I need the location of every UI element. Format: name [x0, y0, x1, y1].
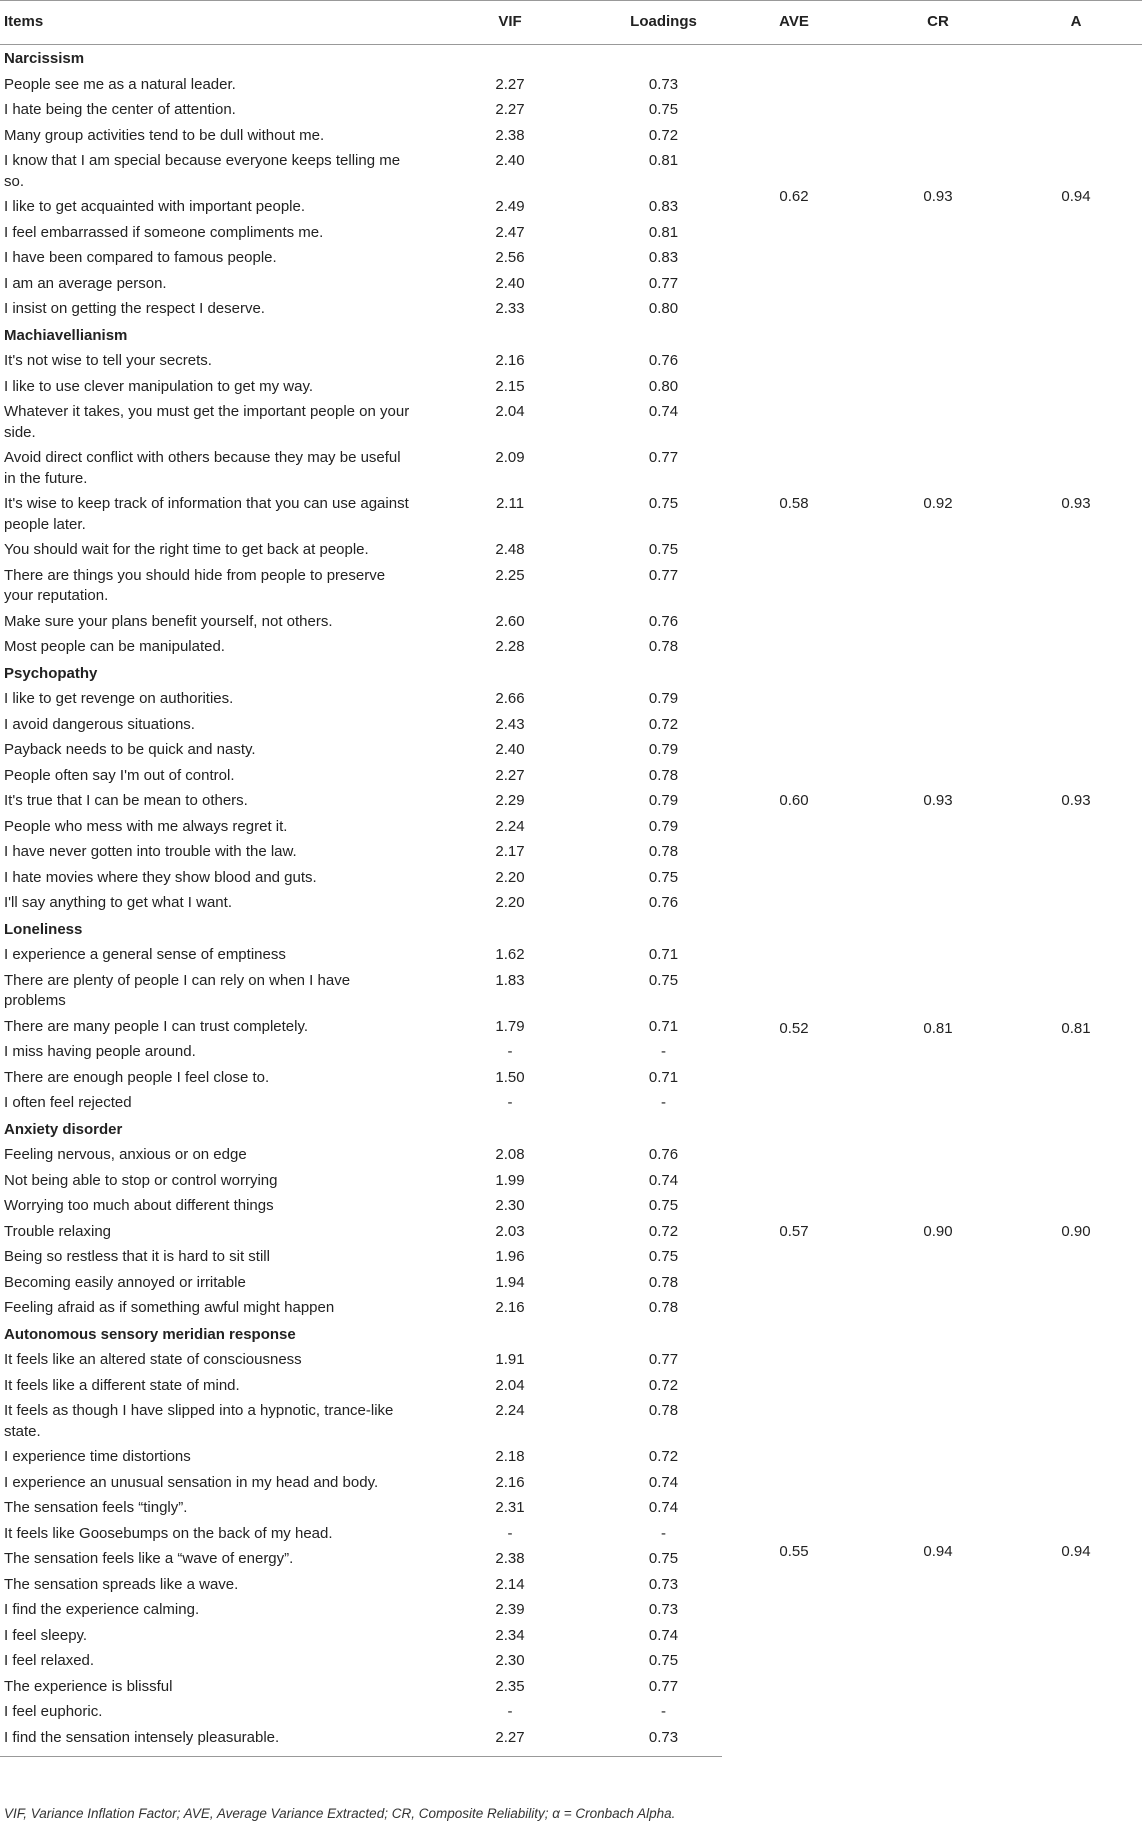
loading-cell: 0.75	[648, 1550, 679, 1567]
cr-cell: 0.90	[923, 1222, 953, 1240]
item-cell: Whatever it takes, you must get the important people on your side.	[4, 403, 410, 441]
vif-cell: -	[507, 1703, 513, 1720]
loading-cell: -	[661, 1703, 666, 1720]
loading-cell: 0.77	[648, 566, 679, 584]
item-cell: I have never gotten into trouble with the law.	[4, 843, 297, 860]
header-row	[0, 1, 1142, 45]
section-title: Psychopathy	[4, 664, 98, 682]
loading-cell: 0.72	[648, 1376, 679, 1394]
loading-cell: 0.72	[648, 1448, 679, 1465]
vif-cell: 2.48	[495, 541, 525, 558]
loading-cell: 0.74	[648, 1626, 679, 1644]
item-cell: I find the sensation intensely pleasurable.	[0, 1725, 415, 1757]
vif-cell: 2.03	[495, 1222, 525, 1240]
item-cell: I feel embarrassed if someone compliments me.	[4, 223, 324, 241]
item-cell: Make sure your plans benefit yourself, not others.	[4, 612, 333, 630]
item-cell: I like to use clever manipulation to get my way.	[4, 377, 314, 395]
alpha-cell: 0.93	[1061, 792, 1091, 809]
item-cell: I find the experience calming.	[4, 1601, 200, 1618]
item-cell: People often say I'm out of control.	[4, 766, 235, 784]
loading-cell: -	[661, 1043, 666, 1060]
loading-cell: 0.74	[648, 1473, 679, 1491]
item-cell: I avoid dangerous situations.	[4, 715, 195, 733]
vif-cell: 2.49	[495, 198, 525, 215]
vif-cell: 1.99	[495, 1171, 525, 1189]
vif-cell: 2.27	[415, 1725, 605, 1757]
loading-cell: 0.77	[648, 274, 679, 292]
item-cell: There are enough people I feel close to.	[4, 1068, 270, 1086]
section-header-row	[0, 45, 1142, 72]
vif-cell: 2.27	[495, 766, 525, 784]
item-cell: There are many people I can trust completely.	[4, 1017, 309, 1035]
item-cell: The experience is blissful	[4, 1677, 173, 1695]
vif-cell: 1.91	[495, 1351, 525, 1368]
loading-cell: 0.74	[648, 403, 679, 420]
loading-cell: 0.79	[648, 690, 679, 707]
vif-cell: 2.39	[495, 1601, 525, 1618]
vif-cell: 2.16	[495, 1299, 525, 1316]
vif-cell: 2.20	[495, 894, 525, 911]
vif-cell: 2.40	[495, 152, 525, 169]
item-cell: I'll say anything to get what I want.	[4, 894, 232, 911]
loading-cell: 0.75	[648, 495, 679, 512]
loading-cell: 0.75	[648, 1197, 679, 1214]
loading-cell: -	[661, 1524, 666, 1542]
item-cell: I feel euphoric.	[4, 1703, 103, 1720]
vif-cell: 2.14	[495, 1575, 525, 1593]
vif-cell: 1.94	[495, 1273, 525, 1291]
loading-cell: 0.83	[648, 249, 679, 266]
vif-cell: 2.27	[495, 101, 525, 118]
item-cell: I am an average person.	[4, 274, 167, 292]
loading-cell: 0.71	[648, 946, 679, 963]
loading-cell: 0.71	[648, 1017, 679, 1035]
loading-cell: 0.75	[648, 101, 679, 118]
item-cell: It's wise to keep track of information that you can use against people later.	[4, 495, 409, 533]
vif-cell: 2.38	[495, 1550, 525, 1567]
loading-cell: 0.73	[648, 1601, 679, 1618]
cr-cell: 0.94	[923, 1543, 953, 1560]
loading-cell: 0.79	[648, 792, 679, 809]
item-cell: Worrying too much about different things	[4, 1197, 274, 1214]
item-cell: Being so restless that it is hard to sit still	[4, 1248, 270, 1265]
loading-cell: 0.71	[648, 1068, 679, 1086]
vif-cell: 2.15	[495, 377, 525, 395]
ave-cell: 0.55	[779, 1543, 809, 1560]
vif-cell: 1.96	[495, 1248, 525, 1265]
loading-cell: 0.74	[648, 1499, 679, 1516]
vif-cell: 2.20	[495, 868, 525, 886]
loading-cell: 0.75	[648, 1652, 679, 1669]
ave-cell: 0.58	[779, 495, 809, 512]
vif-cell: 1.83	[495, 971, 525, 989]
vif-cell: -	[507, 1043, 513, 1060]
table-row	[0, 72, 1142, 98]
item-cell: The sensation feels like a “wave of energy”.	[4, 1550, 294, 1567]
item-cell: People who mess with me always regret it.	[4, 817, 288, 835]
table-footnote: VIF, Variance Inflation Factor; AVE, Average Variance Extracted; CR, Composite Reliability; α = Cronbach Alpha.	[4, 1806, 676, 1821]
loading-cell: 0.76	[648, 1146, 679, 1163]
item-cell: It feels like Goosebumps on the back of my head.	[4, 1524, 333, 1542]
loading-cell: 0.72	[648, 1222, 679, 1240]
loading-cell: 0.73	[648, 1575, 679, 1593]
item-cell: There are things you should hide from people to preserve your reputation.	[4, 566, 386, 604]
item-cell: There are plenty of people I can rely on when I have problems	[4, 971, 351, 1009]
table-header	[0, 1, 1142, 45]
vif-cell: 1.62	[495, 946, 525, 963]
loading-cell: 0.77	[648, 1677, 679, 1695]
section-title: Autonomous sensory meridian response	[4, 1325, 296, 1343]
vif-cell: 2.11	[495, 495, 525, 512]
alpha-cell: 0.93	[1061, 495, 1091, 512]
section-title: Anxiety disorder	[4, 1120, 123, 1138]
table-row	[0, 1142, 1142, 1168]
item-cell: Many group activities tend to be dull without me.	[4, 126, 325, 144]
vif-cell: 2.40	[495, 741, 525, 758]
item-cell: It feels like a different state of mind.	[4, 1376, 240, 1394]
item-cell: I like to get acquainted with important people.	[4, 198, 306, 215]
loading-cell: 0.75	[648, 868, 679, 886]
vif-cell: 2.28	[495, 638, 525, 655]
loading-cell: 0.81	[648, 152, 679, 169]
section-header-row	[0, 1321, 1142, 1348]
ave-cell: 0.62	[779, 187, 809, 205]
item-cell: People see me as a natural leader.	[4, 75, 236, 93]
item-cell: The sensation spreads like a wave.	[4, 1575, 239, 1593]
vif-cell: -	[507, 1094, 513, 1111]
vif-cell: 2.24	[495, 817, 525, 835]
vif-cell: 2.60	[495, 612, 525, 630]
loading-cell: 0.73	[605, 1725, 722, 1757]
alpha-cell: 0.94	[1061, 187, 1091, 205]
vif-cell: 2.17	[495, 843, 525, 860]
vif-cell: 2.56	[495, 249, 525, 266]
loading-cell: 0.77	[648, 1351, 679, 1368]
vif-cell: 2.04	[495, 1376, 525, 1394]
loading-cell: -	[661, 1094, 666, 1111]
loading-cell: 0.74	[648, 1171, 679, 1189]
item-cell: I feel relaxed.	[4, 1652, 95, 1669]
vif-cell: 2.18	[495, 1448, 525, 1465]
ave-cell: 0.57	[779, 1222, 809, 1240]
item-cell: It feels like an altered state of consciousness	[4, 1351, 302, 1368]
item-cell: Avoid direct conflict with others because they may be useful in the future.	[4, 449, 401, 487]
vif-cell: 2.40	[495, 274, 525, 292]
item-cell: Trouble relaxing	[4, 1222, 111, 1240]
item-cell: I insist on getting the respect I deserve.	[4, 300, 265, 317]
table-row	[0, 686, 1142, 712]
loading-cell: 0.75	[648, 541, 679, 558]
loading-cell: 0.76	[648, 352, 679, 369]
vif-cell: -	[507, 1524, 513, 1542]
table-row	[0, 1347, 1142, 1373]
vif-cell: 1.50	[495, 1068, 525, 1086]
cr-cell: 0.81	[923, 1020, 953, 1037]
item-cell: The sensation feels “tingly”.	[4, 1499, 188, 1516]
loading-cell: 0.79	[648, 741, 679, 758]
vif-cell: 2.09	[495, 449, 525, 466]
item-cell: I miss having people around.	[4, 1043, 196, 1060]
ave-cell: 0.60	[779, 792, 809, 809]
cr-cell: 0.93	[923, 792, 953, 809]
item-cell: I like to get revenge on authorities.	[4, 690, 234, 707]
vif-cell: 2.08	[495, 1146, 525, 1163]
vif-cell: 2.38	[495, 126, 525, 144]
table-body	[0, 45, 1142, 1757]
section-header-row	[0, 660, 1142, 687]
loading-cell: 0.78	[648, 843, 679, 860]
item-cell: I experience a general sense of emptiness	[4, 946, 286, 963]
table-row	[0, 942, 1142, 968]
item-cell: I experience time distortions	[4, 1448, 191, 1465]
loading-cell: 0.78	[648, 1402, 679, 1419]
item-cell: I feel sleepy.	[4, 1626, 88, 1644]
loading-cell: 0.78	[648, 638, 679, 655]
vif-cell: 2.25	[495, 566, 525, 584]
item-cell: Payback needs to be quick and nasty.	[4, 741, 256, 758]
loading-cell: 0.73	[648, 75, 679, 93]
vif-cell: 2.66	[495, 690, 525, 707]
loading-cell: 0.76	[648, 612, 679, 630]
item-cell: I hate being the center of attention.	[4, 101, 236, 118]
header-items: Items	[0, 1, 415, 45]
item-cell: Feeling afraid as if something awful might happen	[4, 1299, 335, 1316]
loading-cell: 0.72	[648, 126, 679, 144]
header-loadings: Loadings	[605, 1, 722, 45]
alpha-cell: 0.90	[1061, 1222, 1091, 1240]
header-ave: AVE	[722, 1, 866, 45]
item-cell: I have been compared to famous people.	[4, 249, 277, 266]
alpha-cell: 0.94	[1061, 1543, 1091, 1560]
item-cell: Not being able to stop or control worrying	[4, 1171, 278, 1189]
section-header-row	[0, 1116, 1142, 1143]
loading-cell: 0.83	[648, 198, 679, 215]
vif-cell: 1.79	[495, 1017, 525, 1035]
vif-cell: 2.16	[495, 352, 525, 369]
vif-cell: 2.30	[495, 1197, 525, 1214]
vif-cell: 2.43	[495, 715, 525, 733]
alpha-cell: 0.81	[1061, 1020, 1091, 1037]
loading-cell: 0.79	[648, 817, 679, 835]
item-cell: I hate movies where they show blood and guts.	[4, 868, 317, 886]
vif-cell: 2.29	[495, 792, 525, 809]
header-vif: VIF	[415, 1, 605, 45]
loading-cell: 0.80	[648, 300, 679, 317]
loading-cell: 0.78	[648, 1273, 679, 1291]
loading-cell: 0.75	[648, 971, 679, 989]
item-cell: I know that I am special because everyone keeps telling me so.	[4, 152, 401, 190]
item-cell: It's true that I can be mean to others.	[4, 792, 248, 809]
item-cell: Most people can be manipulated.	[4, 638, 225, 655]
section-header-row	[0, 916, 1142, 943]
item-cell: I experience an unusual sensation in my head and body.	[4, 1473, 379, 1491]
section-header-row	[0, 322, 1142, 349]
item-cell: It feels as though I have slipped into a hypnotic, trance-like state.	[4, 1402, 394, 1440]
loading-cell: 0.72	[648, 715, 679, 733]
section-title: Narcissism	[4, 50, 85, 67]
item-cell: I often feel rejected	[4, 1094, 132, 1111]
vif-cell: 2.35	[495, 1677, 525, 1695]
vif-cell: 2.34	[495, 1626, 525, 1644]
loading-cell: 0.78	[648, 1299, 679, 1316]
vif-cell: 2.04	[495, 403, 525, 420]
cr-cell: 0.92	[923, 495, 953, 512]
vif-cell: 2.24	[495, 1402, 525, 1419]
header-cr: CR	[866, 1, 1010, 45]
loading-cell: 0.77	[648, 449, 679, 466]
section-title: Loneliness	[4, 920, 83, 938]
table-row	[0, 348, 1142, 374]
loading-cell: 0.81	[648, 223, 679, 241]
vif-cell: 2.47	[495, 223, 525, 241]
vif-cell: 2.31	[495, 1499, 525, 1516]
vif-cell: 2.33	[495, 300, 525, 317]
vif-cell: 2.27	[495, 75, 525, 93]
header-alpha: Α	[1010, 1, 1142, 45]
loading-cell: 0.80	[648, 377, 679, 395]
item-cell: Feeling nervous, anxious or on edge	[4, 1146, 247, 1163]
item-cell: You should wait for the right time to get back at people.	[4, 541, 369, 558]
section-title: Machiavellianism	[4, 326, 128, 344]
item-cell: Becoming easily annoyed or irritable	[4, 1273, 246, 1291]
item-cell: It's not wise to tell your secrets.	[4, 352, 212, 369]
ave-cell: 0.52	[779, 1020, 809, 1037]
vif-cell: 2.16	[495, 1473, 525, 1491]
cr-cell: 0.93	[923, 187, 953, 205]
loading-cell: 0.75	[648, 1248, 679, 1265]
loading-cell: 0.78	[648, 766, 679, 784]
loading-cell: 0.76	[648, 894, 679, 911]
vif-cell: 2.30	[495, 1652, 525, 1669]
